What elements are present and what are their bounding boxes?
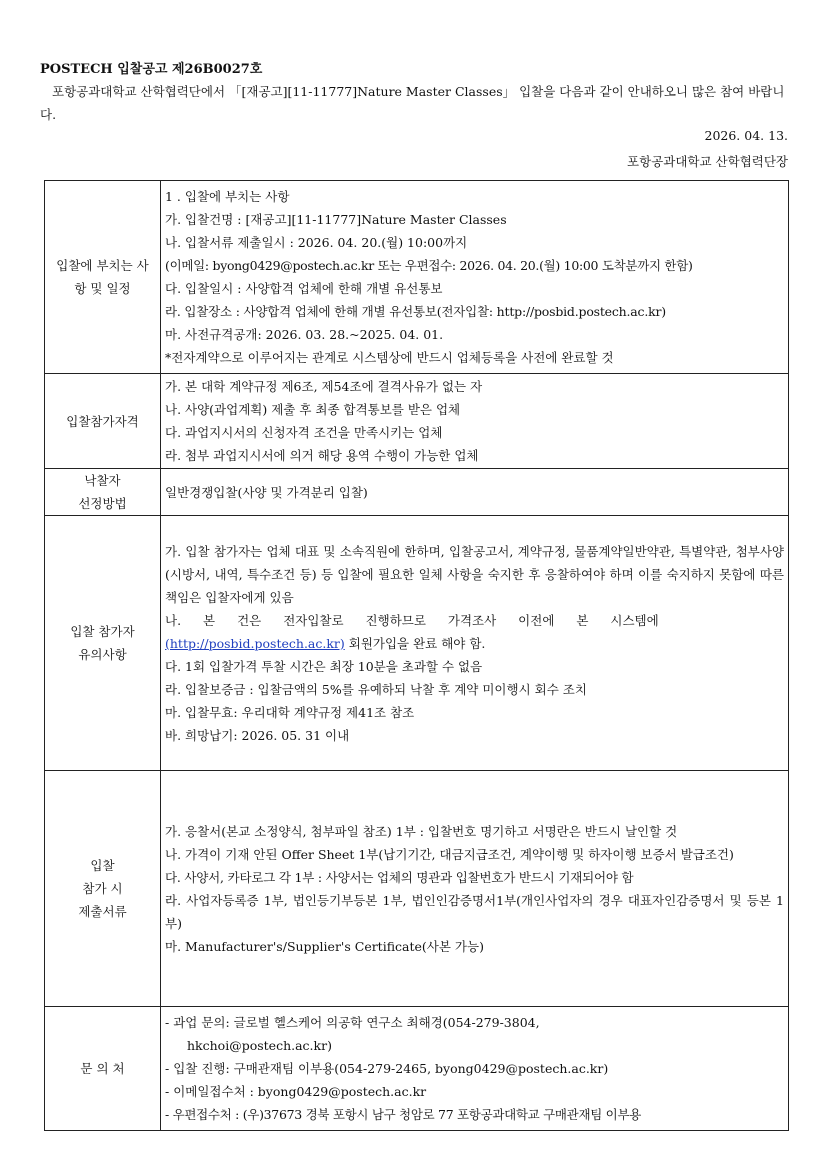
posbid-link[interactable]: (http://posbid.postech.ac.kr) bbox=[165, 635, 345, 651]
schedule-line: 가. 입찰건명 : [재공고][11-11777]Nature Master Classes bbox=[165, 212, 507, 227]
notes-item-ma: 마. 입찰무효: 우리대학 계약규정 제41조 참조 bbox=[165, 704, 415, 720]
schedule-line: 1 . 입찰에 부치는 사항 bbox=[165, 189, 290, 204]
qualification-line: 나. 사양(과업계획) 제출 후 최종 합격통보를 받은 업체 bbox=[165, 402, 461, 417]
notes-item-na bbox=[165, 609, 784, 632]
contact-line: - 입찰 진행: 구매관재팀 이부용(054-279-2465, byong0429@postech.ac.kr) bbox=[165, 1061, 609, 1076]
label-qualification: 입찰참가자격 bbox=[45, 374, 161, 469]
row-contact bbox=[45, 1007, 789, 1131]
label-notes bbox=[45, 516, 161, 771]
schedule-line: 마. 사전규격공개: 2026. 03. 28.~2025. 04. 01. bbox=[165, 327, 444, 342]
documents-item-na: 나. 가격이 기재 안된 Offer Sheet 1부(납기기간, 대금지급조건, 계약이행 및 하자이행 보증서 발급조건) bbox=[165, 846, 734, 862]
contact-line: - 과업 문의: 글로벌 헬스케어 의공학 연구소 최해경(054-279-3804, bbox=[165, 1015, 540, 1030]
label-schedule-text: 입찰에 부치는 사항 및 일정 bbox=[56, 258, 149, 296]
label-notes-line: 유의사항 bbox=[78, 647, 127, 662]
body-notes bbox=[161, 516, 789, 771]
row-documents bbox=[45, 771, 789, 1007]
row-qualification bbox=[45, 374, 789, 469]
schedule-line: 라. 입찰장소 : 사양합격 업체에 한해 개별 유선통보(전자입찰: http://posbid.postech.ac.kr) bbox=[165, 304, 666, 319]
label-documents-line: 제출서류 bbox=[78, 904, 127, 919]
selection-text: 일반경쟁입찰(사양 및 가격분리 입찰) bbox=[165, 484, 368, 500]
qualification-line: 다. 과업지시서의 신청자격 조건을 만족시키는 업체 bbox=[165, 425, 443, 440]
notice-title: POSTECH 입찰공고 제26B0027호 bbox=[40, 62, 263, 77]
body-schedule bbox=[161, 181, 789, 374]
intro-paragraph: 포항공과대학교 산학협력단에서 「[재공고][11-11777]Nature Master Classes」 입찰을 다음과 같이 안내하오니 많은 참여 바랍니다. bbox=[40, 84, 785, 122]
issuer: 포항공과대학교 산학협력단장 bbox=[627, 154, 788, 169]
notice-date: 2026. 04. 13. bbox=[704, 128, 788, 143]
documents-item-ga: 가. 응찰서(본교 소정양식, 첨부파일 참조) 1부 : 입찰번호 명기하고 서명란은 반드시 날인할 것 bbox=[165, 823, 678, 839]
schedule-line: *전자계약으로 이루어지는 관계로 시스템상에 반드시 업체등록을 사전에 완료할 것 bbox=[165, 350, 614, 365]
documents-item-da: 다. 사양서, 카타로그 각 1부 : 사양서는 업체의 명관과 입찰번호가 반드시 기재되어야 함 bbox=[165, 869, 634, 885]
row-notes bbox=[45, 516, 789, 771]
notes-item-ba: 바. 희망납기: 2026. 05. 31 이내 bbox=[165, 727, 350, 743]
label-selection bbox=[45, 469, 161, 516]
notes-item-da: 다. 1회 입찰가격 투찰 시간은 최장 10분을 초과할 수 없음 bbox=[165, 658, 483, 674]
notes-item-na-text: 나. 본 건은 전자입찰로 진행하므로 가격조사 이전에 본 시스템에 bbox=[165, 612, 659, 628]
body-contact bbox=[161, 1007, 789, 1131]
label-documents-line: 입찰 bbox=[90, 858, 115, 873]
label-selection-line: 낙찰자 bbox=[84, 473, 121, 488]
row-selection bbox=[45, 469, 789, 516]
label-schedule bbox=[45, 181, 161, 374]
label-notes-line: 입찰 참가자 bbox=[70, 624, 135, 639]
contact-line: - 이메일접수처 : byong0429@postech.ac.kr bbox=[165, 1084, 427, 1099]
body-selection bbox=[161, 469, 789, 516]
qualification-line: 라. 첨부 과업지시서에 의거 해당 용역 수행이 가능한 업체 bbox=[165, 448, 479, 463]
body-documents bbox=[161, 771, 789, 1007]
documents-item-ra: 라. 사업자등록증 1부, 법인등기부등본 1부, 법인인감증명서1부(개인사업자의 경우 대표자인감증명서 및 등본 1부) bbox=[165, 892, 784, 931]
label-documents-line: 참가 시 bbox=[82, 881, 123, 896]
schedule-line: (이메일: byong0429@postech.ac.kr 또는 우편접수: 2026. 04. 20.(월) 10:00 도착분까지 한함) bbox=[165, 258, 693, 273]
notes-item-na-cont bbox=[165, 632, 784, 655]
row-schedule bbox=[45, 181, 789, 374]
notice-table bbox=[44, 180, 789, 1131]
notes-item-na-suffix: 회원가입을 완료 해야 함. bbox=[344, 635, 486, 651]
label-documents bbox=[45, 771, 161, 1007]
label-selection-line: 선정방법 bbox=[78, 496, 127, 511]
schedule-line: 다. 입찰일시 : 사양합격 업체에 한해 개별 유선통보 bbox=[165, 281, 443, 296]
label-contact: 문 의 처 bbox=[45, 1007, 161, 1131]
contact-line: - 우편접수처 : (우)37673 경북 포항시 남구 청암로 77 포항공과대학교 구매관재팀 이부용 bbox=[165, 1107, 641, 1122]
schedule-line: 나. 입찰서류 제출일시 : 2026. 04. 20.(월) 10:00까지 bbox=[165, 235, 468, 250]
notes-item-ra: 라. 입찰보증금 : 입찰금액의 5%를 유예하되 낙찰 후 계약 미이행시 회수 조치 bbox=[165, 681, 587, 697]
notes-item-ga: 가. 입찰 참가자는 업체 대표 및 소속직원에 한하며, 입찰공고서, 계약규정, 물품계약일반약관, 특별약관, 첨부사양(시방서, 내역, 특수조건 등) 등 입찰에 필요한 일체 사항을 숙지한 후 응찰하여야 하며 이를 숙지하지 못함에 따른 책임은 입찰자에게 있음 bbox=[165, 543, 784, 605]
documents-item-ma: 마. Manufacturer's/Supplier's Certificate(사본 가능) bbox=[165, 938, 484, 954]
contact-line: hkchoi@postech.ac.kr) bbox=[187, 1038, 332, 1053]
body-qualification bbox=[161, 374, 789, 469]
qualification-line: 가. 본 대학 계약규정 제6조, 제54조에 결격사유가 없는 자 bbox=[165, 379, 483, 394]
